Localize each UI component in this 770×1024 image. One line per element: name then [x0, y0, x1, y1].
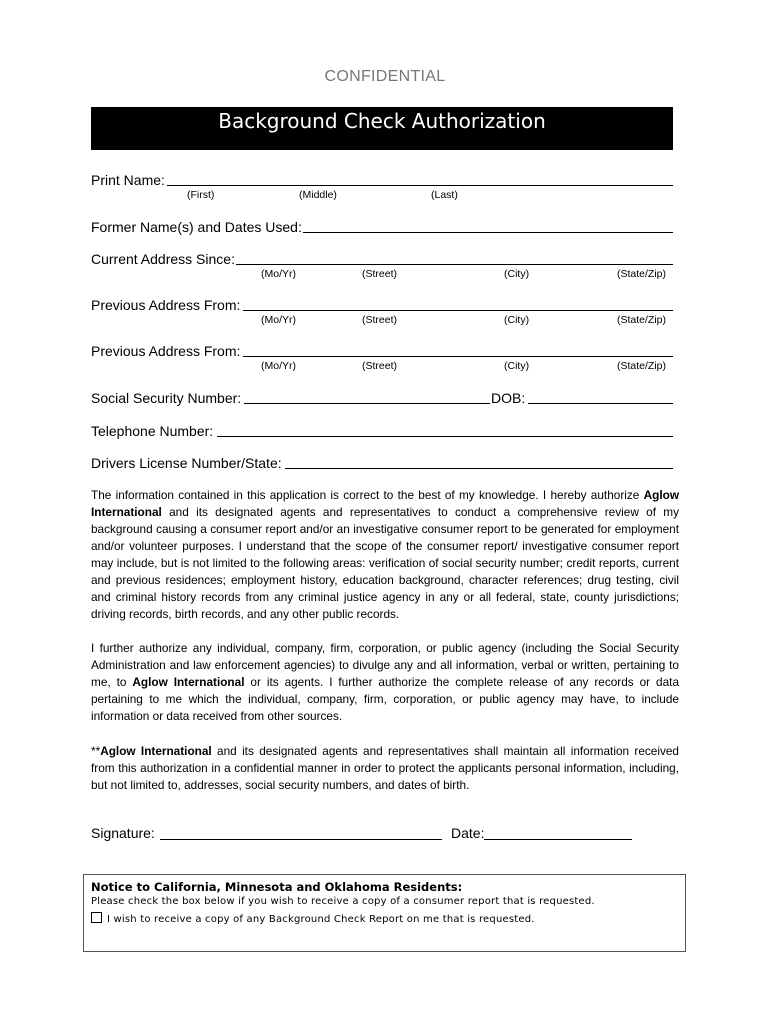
confidential-label: CONFIDENTIAL	[324, 68, 446, 85]
ssn-label: Social Security Number:	[91, 390, 242, 406]
address-street-sublabel: (Street)	[362, 360, 398, 372]
notice-instruction: Please check the box below if you wish to receive a copy of a consumer report that is requested.	[91, 896, 595, 907]
address-street-sublabel: (Street)	[362, 268, 398, 280]
copy-request-label: I wish to receive a copy of any Background Check Report on me that is requested.	[107, 914, 535, 925]
confidentiality-paragraph: **Aglow International and its designated agents and representatives shall maintain all information received from this authorization in a confidential manner in order to protect the applicants personal information, including, but not limited to, addresses, social security numbers, and dates of birth.	[91, 744, 679, 792]
previous-address-1-field[interactable]	[243, 310, 673, 311]
address-city-sublabel: (City)	[504, 268, 530, 280]
dob-field[interactable]	[528, 403, 673, 404]
last-name-sublabel: (Last)	[431, 189, 458, 201]
ssn-field[interactable]	[244, 403, 490, 404]
print-name-label: Print Name:	[91, 172, 165, 188]
address-statezip-sublabel: (State/Zip)	[617, 360, 667, 372]
address-city-sublabel: (City)	[504, 360, 530, 372]
drivers-license-field[interactable]	[285, 468, 673, 469]
signature-field[interactable]	[160, 839, 442, 840]
notice-title: Notice to California, Minnesota and Oklahoma Residents:	[91, 880, 463, 894]
signature-label: Signature:	[91, 825, 155, 841]
copy-request-checkbox[interactable]	[91, 912, 102, 923]
address-moyr-sublabel: (Mo/Yr)	[261, 268, 296, 280]
date-field[interactable]	[484, 839, 632, 840]
address-statezip-sublabel: (State/Zip)	[617, 268, 667, 280]
address-city-sublabel: (City)	[504, 314, 530, 326]
middle-name-sublabel: (Middle)	[299, 189, 337, 201]
drivers-license-label: Drivers License Number/State:	[91, 455, 282, 471]
release-paragraph: I further authorize any individual, company, firm, corporation, or public agency (including the Social Security Administration and law enforcement agencies) to divulge any and all information, verbal or written, pertaining to me, to Aglow International or its agents. I further authorize the complete release of any records or data pertaining to me which the individual, company, firm, corporation, or public agency may have, to include information or data received from other sources.	[91, 641, 680, 723]
current-address-label: Current Address Since:	[91, 251, 235, 267]
telephone-label: Telephone Number:	[91, 423, 214, 439]
copy-request-option	[91, 912, 535, 925]
previous-address-2-field[interactable]	[243, 356, 673, 357]
previous-address-2-label: Previous Address From:	[91, 343, 241, 359]
authorization-paragraph: The information contained in this application is correct to the best of my knowledge. I hereby authorize Aglow International and its designated agents and representatives to conduct a comprehensive review of my background causing a consumer report and/or an investigative consumer report to be generated for employment and/or volunteer purposes. I understand that the scope of the consumer report/ investigative consumer report may include, but is not limited to the following areas: verification of social security number; credit reports, current and previous residences; employment history, education background, character references; drug testing, civil and criminal history records from any criminal justice agency in any or all federal, state, county jurisdictions; driving records, birth records, and any other public records.	[91, 488, 679, 621]
telephone-field[interactable]	[217, 436, 673, 437]
address-moyr-sublabel: (Mo/Yr)	[261, 360, 296, 372]
date-label: Date:	[451, 825, 485, 841]
former-names-label: Former Name(s) and Dates Used:	[91, 219, 302, 235]
address-moyr-sublabel: (Mo/Yr)	[261, 314, 296, 326]
address-statezip-sublabel: (State/Zip)	[617, 314, 667, 326]
print-name-field[interactable]	[167, 185, 673, 186]
previous-address-1-label: Previous Address From:	[91, 297, 241, 313]
document-title: Background Check Authorization	[218, 109, 546, 133]
address-street-sublabel: (Street)	[362, 314, 398, 326]
former-names-field[interactable]	[303, 232, 673, 233]
first-name-sublabel: (First)	[187, 189, 215, 201]
dob-label: DOB:	[491, 390, 526, 406]
current-address-field[interactable]	[236, 264, 673, 265]
